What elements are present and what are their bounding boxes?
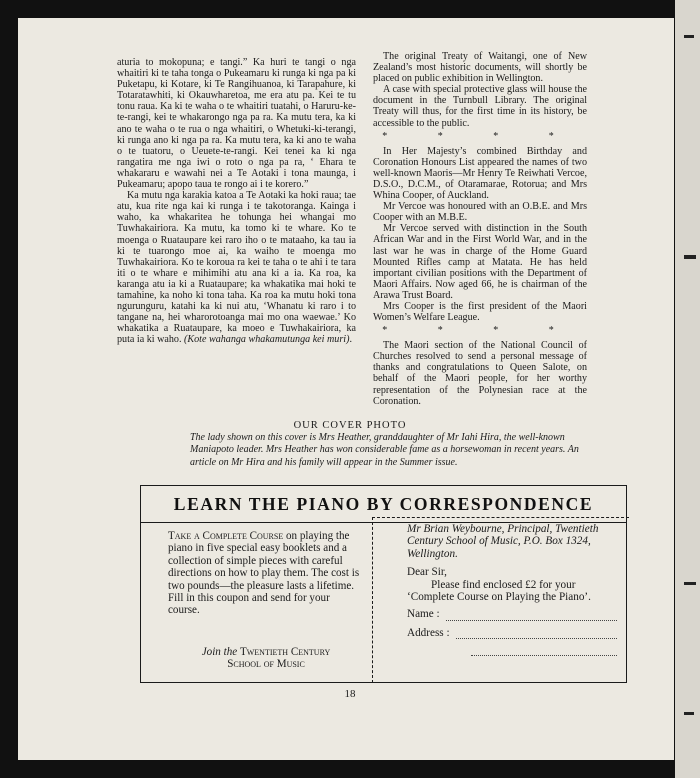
left-paragraph: Ka mutu nga karakia katoa a Te Aotaki ka hoki raua; tae atu, kua rite nga kai ki runga i te takotoranga. Kainga i waho, ka whakaritea he tohunga hei whangai mo Tuwhakairiora. Ka mutu, ka tomo ki te whare. Ko te moenga o Ruataupare kei raro iho o te mataaho, ka tau ia ki te tuarongo moe ai, ka waiho te moenga mo Tuwhakairiora. Ko te koroua ra kei te taha o te ahi i te tara iti o te whare e mihimihi atu ana ki a ia. Ka roa, ka karanga atu ia ki a Ruataupare; ka whakatika mai hoki te tamahine, ka noho ki tona taha. Ka roa ka mutu hoki tona ngurunguru, katahi ka ki nui atu, ‘Whanatu ki raro i to tangane na, hei wharorotoanga mai mo ona waewae.’ Ko whakatika a Ruataupare, ka moeo e Tuwhakairiora, ka puta ia ki waho. (Kote wahanga whakamutunga kei muri). — [117, 190, 356, 346]
right-paragraph: The original Treaty of Waitangi, one of New Zealand’s most historic documents, will shortly be placed on public exhibition in Wellington. — [373, 51, 587, 85]
right-paragraph: A case with special protective glass will house the document in the Turnbull Library. The original Treaty will thus, for the first time in its history, be accessible to the public. — [373, 84, 587, 129]
ad-description: Take a Complete Course on playing the piano in five special easy booklets and a collection of simple pieces with careful directions on how to play them. The cost is two pounds—the pleasure lasts a lifetime. Fill in this coupon and send for your course. — [168, 530, 360, 617]
address-field-2[interactable] — [407, 645, 617, 656]
page-number: 18 — [344, 688, 356, 700]
name-field[interactable] — [407, 608, 617, 620]
address-line[interactable] — [471, 645, 617, 656]
ad-signoff: Join the Twentieth Century School of Music — [201, 646, 331, 671]
scan-mark — [684, 35, 694, 38]
coupon-content — [407, 523, 617, 656]
coupon-body: Please find enclosed £2 for your ‘Complete Course on Playing the Piano’. — [407, 578, 591, 604]
piano-advertisement — [140, 485, 627, 683]
address-line[interactable] — [456, 628, 617, 639]
right-paragraph: Mrs Cooper is the first president of the Maori Women’s Welfare League. — [373, 300, 587, 324]
cover-photo-caption: The lady shown on this cover is Mrs Heather, granddaughter of Mr Iahi Hira, the well-known Maniapoto leader. Mrs Heather has won considerable fame as a horsewoman in recent years. An article on Mr Hira and his family will appear in the Summer issue. — [190, 432, 579, 468]
left-paragraph: aturia to mokopuna; e tangi.” Ka huri te tangi o nga whaitiri ki te taha tonga o Pukeamaru ki runga ki nga pa ki Puketapu, ki Kotare, ki Te Rangihuanoa, ki Tarapahure, ki Totaratawhiti, ki Okauwharetoa, me era atu pa. Kei te tu tonu raua. Ka ki te waha o te whaitiri tuatahi, o Haruru-ke-te-rangi, kei te whakarongo nga pa ra. Ka mutu tera, ka ki ano te waha o te rua o nga whaitiri, o Whetuki-ki-terangi, ki runga ano ki nga pa ra. Ka mutu tera, ka ki ano te waha o te tuatoru, o Ueuete-te-rangi. Kei tenei ka ki nga rangatira me nga iwi o roto o nga pa ra, ‘ Ehara te whakararu e wawahi nei a Te Aotaki i tona maunga, i Pukeamaru; apopo taua te rongo ai i te korero.” — [117, 57, 356, 191]
coupon-salutation: Dear Sir, — [407, 566, 447, 579]
right-paragraph: The Maori section of the National Council of Churches resolved to send a personal message of thanks and congratulations to Queen Salote, on behalf of the Maori people, for her worthy representation of the Polynesian race at the Coronation. — [373, 340, 587, 407]
section-divider: * * * * — [382, 325, 578, 337]
scan-mark — [684, 255, 696, 259]
continued-note: (Kote wahanga whakamutunga kei muri) — [184, 334, 350, 346]
right-paragraph: Mr Vercoe served with distinction in the South African War and in the First World War, and in the last war he was in charge of the Home Guard Mounted Rifles camp at Matata. He has held important civilian positions with the Department of Maori Affairs. Now aged 66, he is chairman of the Arawa Trust Board. — [373, 223, 587, 301]
ad-lead: Take a Complete Course — [168, 530, 284, 542]
name-label: Name : — [407, 608, 440, 621]
section-divider: * * * * — [382, 130, 578, 142]
ad-title: LEARN THE PIANO BY CORRESPONDENCE — [173, 494, 594, 514]
scan-edge — [675, 0, 700, 778]
right-column — [373, 51, 587, 407]
scan-mark — [684, 712, 694, 715]
right-paragraph: Mr Vercoe was honoured with an O.B.E. and Mrs Cooper with an M.B.E. — [373, 201, 587, 224]
scan-mark — [684, 582, 696, 585]
order-coupon[interactable] — [372, 517, 629, 683]
right-paragraph: In Her Majesty’s combined Birthday and Coronation Honours List appeared the names of two well-known Maoris—Mr Henry Te Reiwhati Vercoe, D.S.O., D.C.M., of Otaramarae, Rotorua; and Mrs Whina Cooper, of Auckland. — [373, 145, 587, 202]
coupon-address: Mr Brian Weybourne, Principal, Twentieth Century School of Music, P.O. Box 1324, Wellington. — [407, 523, 599, 560]
cover-photo-heading: OUR COVER PHOTO — [293, 420, 407, 431]
name-line[interactable] — [446, 610, 617, 621]
address-label: Address : — [407, 626, 450, 639]
address-field[interactable] — [407, 627, 617, 639]
left-column — [117, 57, 356, 345]
